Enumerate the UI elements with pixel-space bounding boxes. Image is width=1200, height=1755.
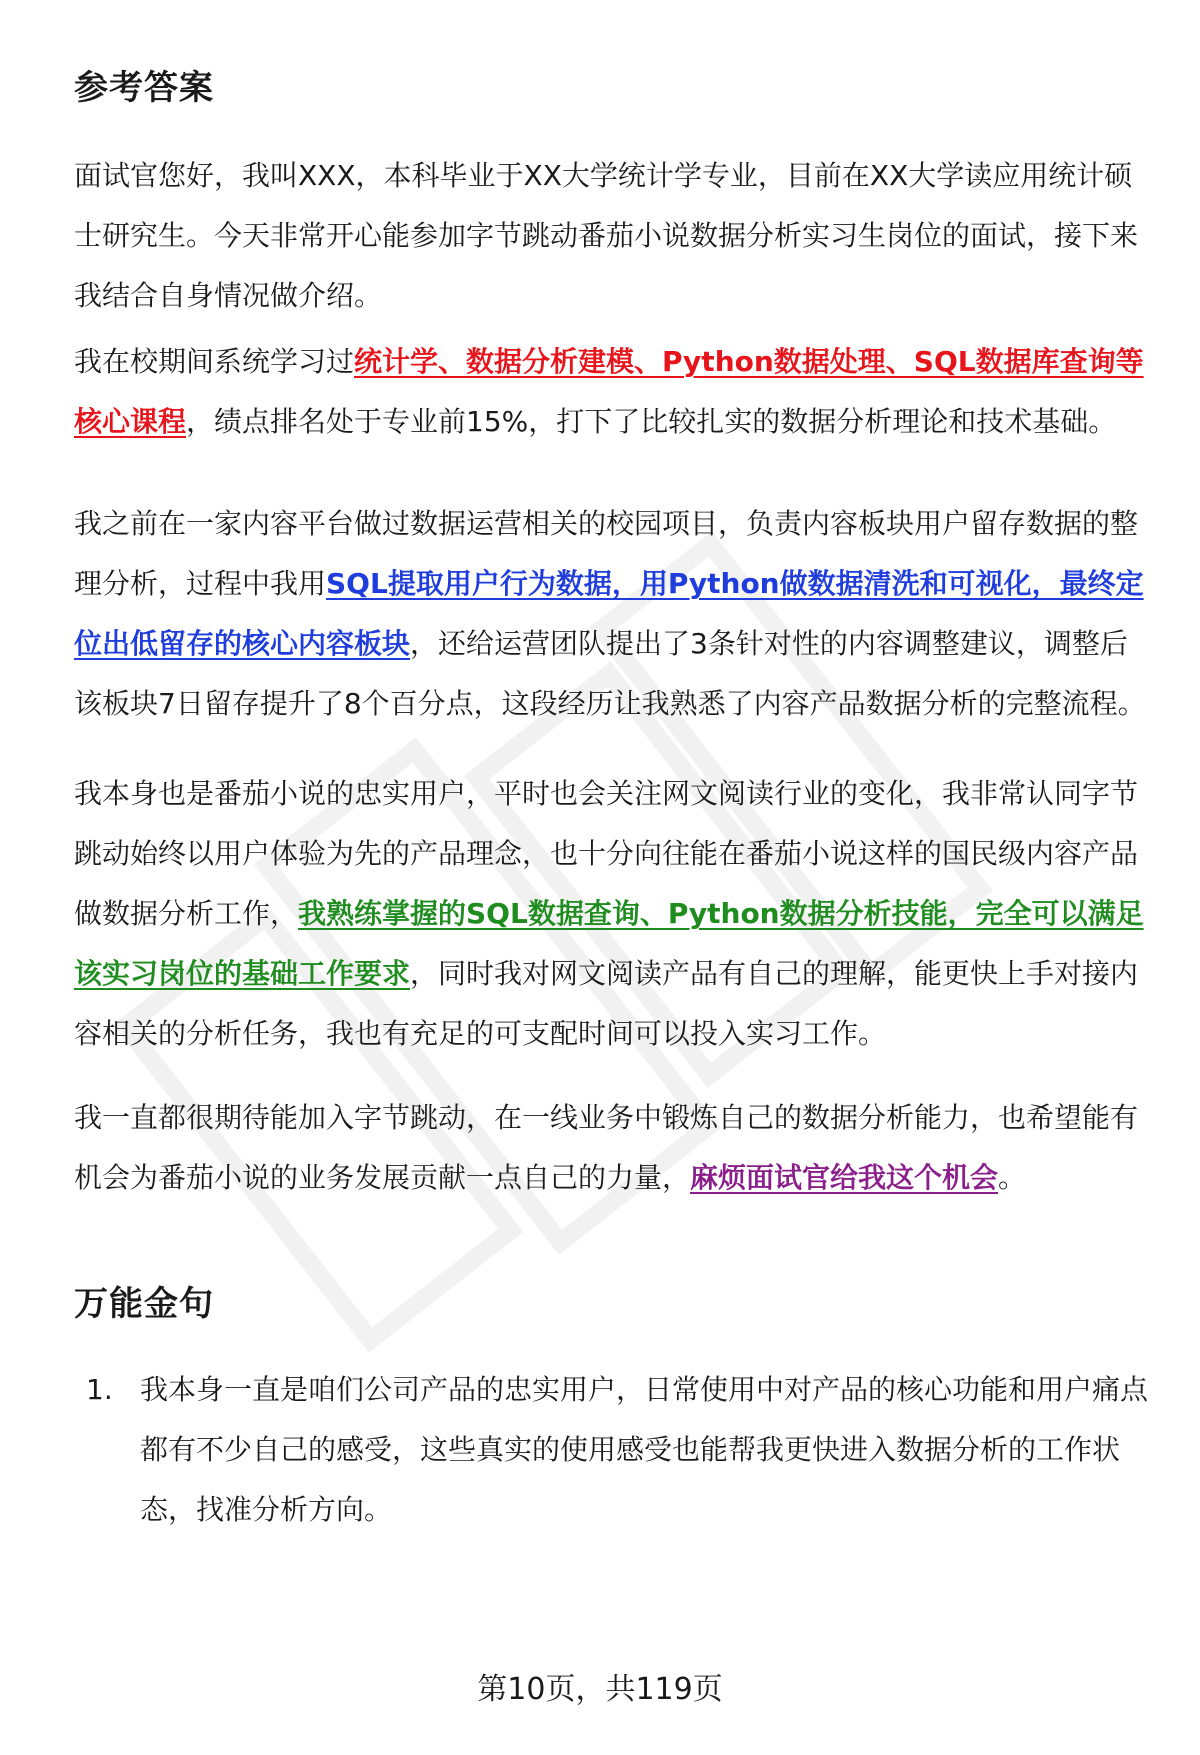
list-item-text: 我本身一直是咱们公司产品的忠实用户，日常使用中对产品的核心功能和用户痛点都有不少自己的感受，这些真实的使用感受也能帮我更快进入数据分析的工作状态，找准分析方向。 [140,1373,1149,1526]
golden-list [74,1360,1154,1540]
motivation-highlight: 我熟练掌握的SQL数据查询、Python数据分析技能，完全可以满足该实习岗位的基础工作要求 [74,897,1144,990]
courses-text-before: 我在校期间系统学习过 [74,345,355,378]
closing-paragraph [74,1088,1154,1208]
courses-highlight: 统计学、数据分析建模、Python数据处理、SQL数据库查询等核心课程 [74,345,1144,438]
motivation-text-after: ，同时我对网文阅读产品有自己的理解，能更快上手对接内容相关的分析任务，我也有充足的可支配时间可以投入实习工作。 [74,957,1139,1050]
page-number: 第10页，共119页 [477,1672,723,1707]
golden-section-title: 万能金句 [74,1284,214,1324]
answer-section-title: 参考答案 [74,68,214,108]
project-paragraph [74,494,1154,734]
closing-highlight: 麻烦面试官给我这个机会 [690,1161,999,1194]
project-text-after: ，还给运营团队提出了3条针对性的内容调整建议，调整后该板块7日留存提升了8个百分点，这段经历让我熟悉了内容产品数据分析的完整流程。 [74,627,1146,720]
motivation-text-before: 我本身也是番茄小说的忠实用户，平时也会关注网文阅读行业的变化，我非常认同字节跳动始终以用户体验为先的产品理念，也十分向往能在番茄小说这样的国民级内容产品做数据分析工作， [74,777,1139,930]
closing-text-before: 我一直都很期待能加入字节跳动，在一线业务中锻炼自己的数据分析能力，也希望能有机会为番茄小说的业务发展贡献一点自己的力量， [74,1101,1139,1194]
project-text-before: 我之前在一家内容平台做过数据运营相关的校园项目，负责内容板块用户留存数据的整理分析，过程中我用 [74,507,1139,600]
list-item-number: 1. [86,1373,113,1406]
intro-paragraph: 面试官您好，我叫XXX，本科毕业于XX大学统计学专业，目前在XX大学读应用统计硕士研究生。今天非常开心能参加字节跳动番茄小说数据分析实习生岗位的面试，接下来我结合自身情况做介绍。 [74,159,1139,312]
courses-text-after: ，绩点排名处于专业前15%，打下了比较扎实的数据分析理论和技术基础。 [186,405,1117,438]
closing-text-after: 。 [998,1161,1027,1194]
project-highlight: SQL提取用户行为数据，用Python做数据清洗和可视化，最终定位出低留存的核心内容板块 [74,567,1144,660]
list-item [74,1360,1154,1540]
courses-paragraph [74,332,1154,452]
motivation-paragraph [74,764,1154,1064]
